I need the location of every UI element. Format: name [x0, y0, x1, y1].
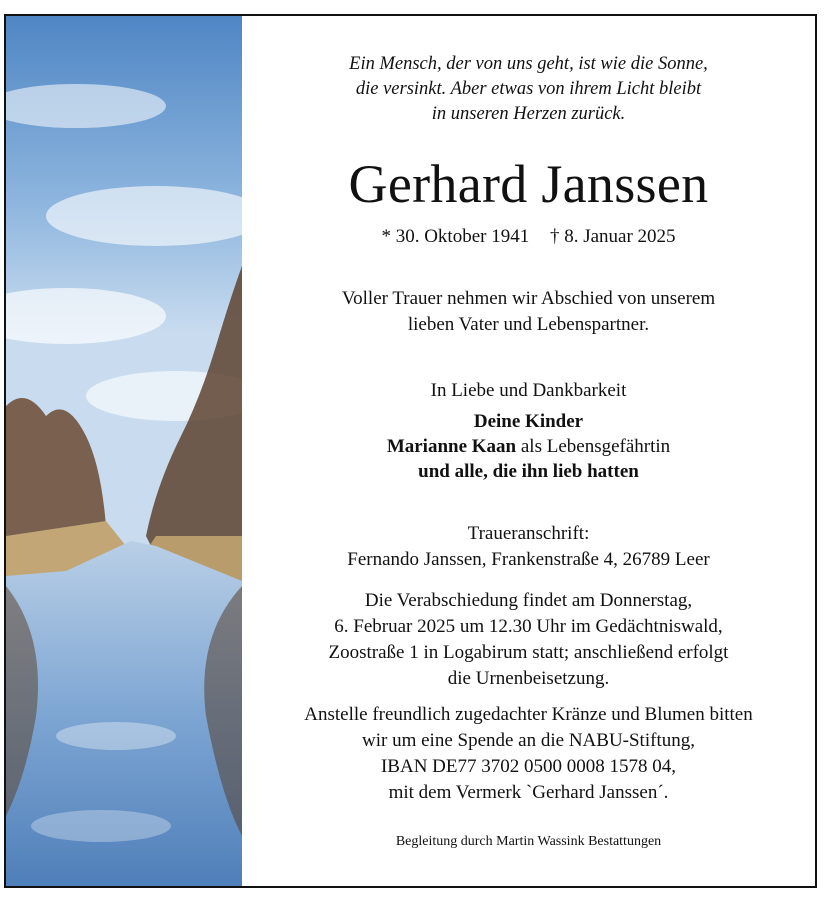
death-date: † 8. Januar 2025 — [549, 226, 676, 247]
address-line: Fernando Janssen, Frankenstraße 4, 26789 Leer — [347, 549, 710, 570]
quote-line: die versinkt. Aber etwas von ihrem Licht bleibt — [355, 79, 702, 99]
memorial-quote — [242, 52, 815, 127]
canal-landscape-photo — [6, 16, 242, 886]
others-label: und alle, die ihn lieb hatten — [418, 461, 639, 482]
donation-line: IBAN DE77 3702 0500 0008 1578 04, — [380, 756, 677, 777]
children-label: Deine Kinder — [473, 411, 584, 432]
obituary-frame — [4, 14, 817, 888]
donation-line: Anstelle freundlich zugedachter Kränze und Blumen bitten — [304, 704, 753, 725]
intro-line: Voller Trauer nehmen wir Abschied von unserem — [341, 288, 716, 309]
farewell-intro — [242, 286, 815, 338]
deceased-name: Gerhard Janssen — [348, 154, 709, 214]
service-line: die Urnenbeisetzung. — [447, 668, 610, 689]
partner-role: als Lebensgefährtin — [516, 436, 671, 457]
donation-line: wir um eine Spende an die NABU-Stiftung, — [362, 730, 695, 751]
service-details — [242, 588, 815, 692]
donation-line: mit dem Vermerk `Gerhard Janssen´. — [388, 782, 669, 803]
mourners-block — [242, 378, 815, 484]
quote-line: Ein Mensch, der von uns geht, ist wie die Sonne, — [349, 54, 708, 74]
service-line: 6. Februar 2025 um 12.30 Uhr im Gedächtniswald, — [334, 616, 723, 637]
mourning-address — [242, 521, 815, 573]
undertaker-credit: Begleitung durch Martin Wassink Bestattungen — [395, 834, 662, 849]
donation-request — [242, 702, 815, 806]
address-heading: Traueranschrift: — [467, 523, 590, 544]
service-line: Zoostraße 1 in Logabirum statt; anschließend erfolgt — [328, 642, 729, 663]
intro-line: lieben Vater und Lebenspartner. — [407, 314, 650, 335]
quote-line: in unseren Herzen zurück. — [431, 104, 626, 124]
birth-date: * 30. Oktober 1941 — [381, 226, 530, 247]
service-line: Die Verabschiedung findet am Donnerstag, — [364, 590, 693, 611]
canal-landscape-image — [6, 16, 242, 886]
life-dates — [242, 224, 815, 250]
partner-name: Marianne Kaan — [386, 436, 517, 457]
obituary-text-column — [242, 16, 815, 886]
mourners-heading: In Liebe und Dankbarkeit — [430, 380, 627, 401]
